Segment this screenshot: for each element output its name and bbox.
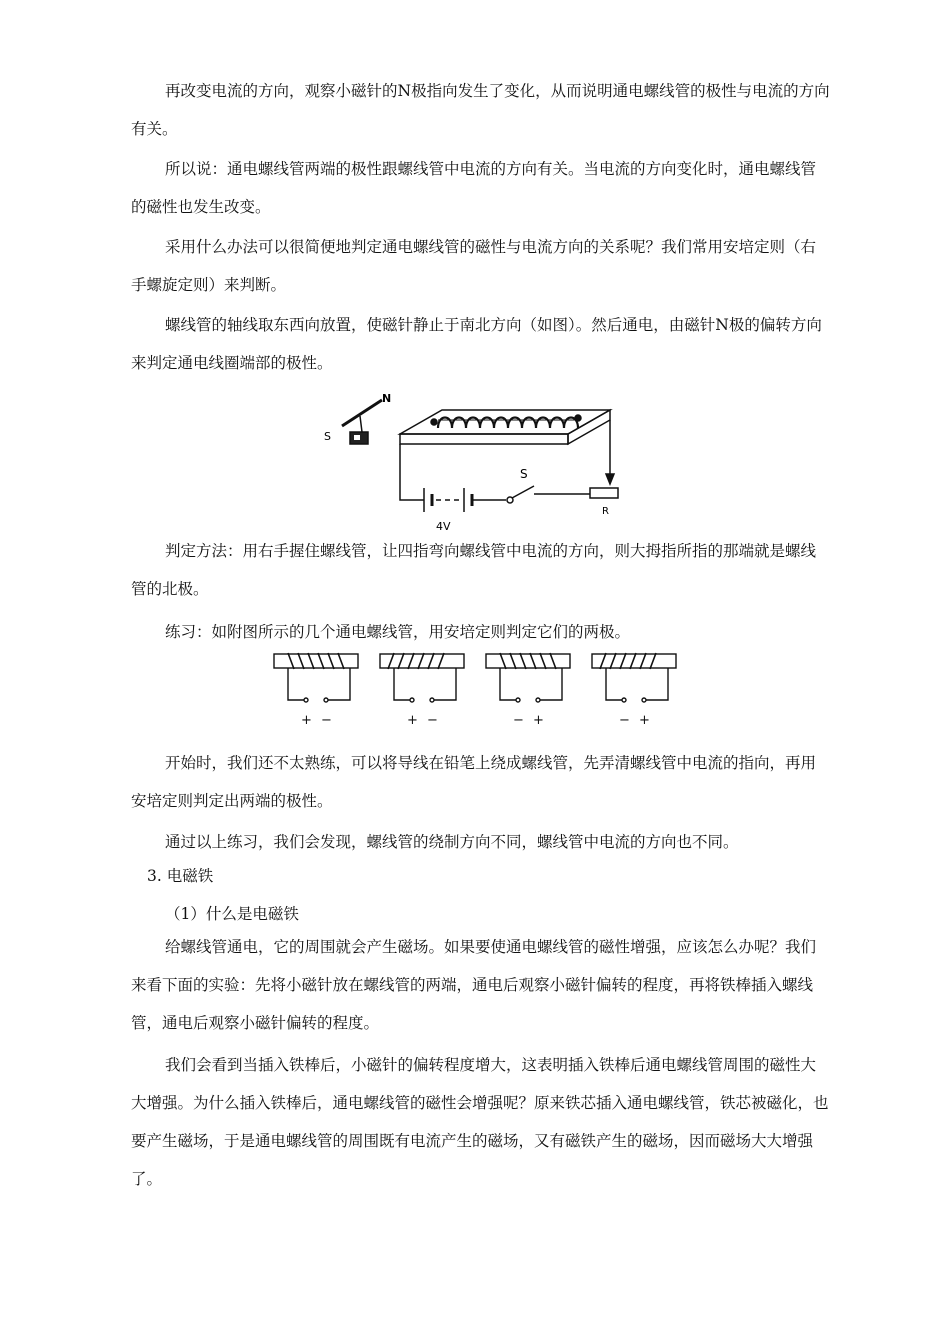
paragraph-polarity-conclusion: 所以说：通电螺线管两端的极性跟螺线管中电流的方向有关。当电流的方向变化时，通电螺线管的磁性也发生改变。 (131, 160, 817, 216)
paragraph-iron-core: 我们会看到当插入铁棒后，小磁针的偏转程度增大，这表明插入铁棒后通电螺线管周围的磁性大大增强。为什么插入铁棒后，通电螺线管的磁性会增强呢？原来铁芯插入通电螺线管，铁芯被磁化，也要产生磁场，于是通电螺线管的周围既有电流产生的磁场，又有磁铁产生的磁场，因而磁场大大增强了。 (131, 1056, 829, 1188)
solenoid-2-left-terminal: + (407, 713, 418, 728)
solenoids-exercise-figure (270, 650, 690, 730)
solenoid-3 (486, 653, 570, 702)
needle-n-label: N (382, 392, 392, 405)
subsection-heading-what-is-electromagnet: （1）什么是电磁铁 (165, 905, 299, 923)
solenoid-1-left-terminal: + (301, 713, 312, 728)
paragraph-judgement-method: 判定方法：用右手握住螺线管，让四指弯向螺线管中电流的方向，则大拇指所指的那端就是螺线管的北极。 (131, 542, 817, 598)
paragraph-ampere-rule-question: 采用什么办法可以很简便地判定通电螺线管的磁性与电流方向的关系呢？我们常用安培定则（右手螺旋定则）来判断。 (131, 238, 817, 294)
switch-s-label: S (520, 467, 528, 481)
section-heading-electromagnet: 3. 电磁铁 (147, 867, 214, 885)
rheostat-r-label: R (602, 506, 609, 517)
paragraph-current-direction: 再改变电流的方向，观察小磁针的N极指向发生了变化，从而说明通电螺线管的极性与电流的方向有关。 (131, 82, 830, 138)
solenoid-2-right-terminal: − (427, 713, 438, 728)
solenoid-2 (380, 653, 464, 702)
solenoid-3-right-terminal: + (533, 713, 544, 728)
compass-needle-icon (342, 400, 382, 444)
paragraph-winding-direction: 通过以上练习，我们会发现，螺线管的绕制方向不同，螺线管中电流的方向也不同。 (165, 833, 739, 851)
solenoid-experiment-figure (320, 388, 630, 538)
solenoid-4 (592, 653, 676, 702)
solenoid-4-left-terminal: − (619, 713, 630, 728)
solenoid-1 (274, 653, 358, 702)
solenoid-3-left-terminal: − (513, 713, 524, 728)
battery-voltage-label: 4V (436, 520, 451, 533)
solenoid-4-right-terminal: + (639, 713, 650, 728)
solenoid-1-right-terminal: − (321, 713, 332, 728)
paragraph-exercise: 练习：如附图所示的几个通电螺线管，用安培定则判定它们的两极。 (165, 623, 631, 641)
paragraph-experiment: 给螺线管通电，它的周围就会产生磁场。如果要使通电螺线管的磁性增强，应该怎么办呢？我们来看下面的实验：先将小磁针放在螺线管的两端，通电后观察小磁针偏转的程度，再将铁棒插入螺线管，通电后观察小磁针偏转的程度。 (131, 938, 817, 1032)
paragraph-setup: 螺线管的轴线取东西向放置，使磁针静止于南北方向（如图）。然后通电，由磁针N极的偏转方向来判定通电线圈端部的极性。 (131, 316, 822, 372)
needle-s-label: S (324, 430, 331, 443)
paragraph-practice-tip: 开始时，我们还不太熟练，可以将导线在铅笔上绕成螺线管，先弄清螺线管中电流的指向，再用安培定则判定出两端的极性。 (131, 754, 817, 810)
